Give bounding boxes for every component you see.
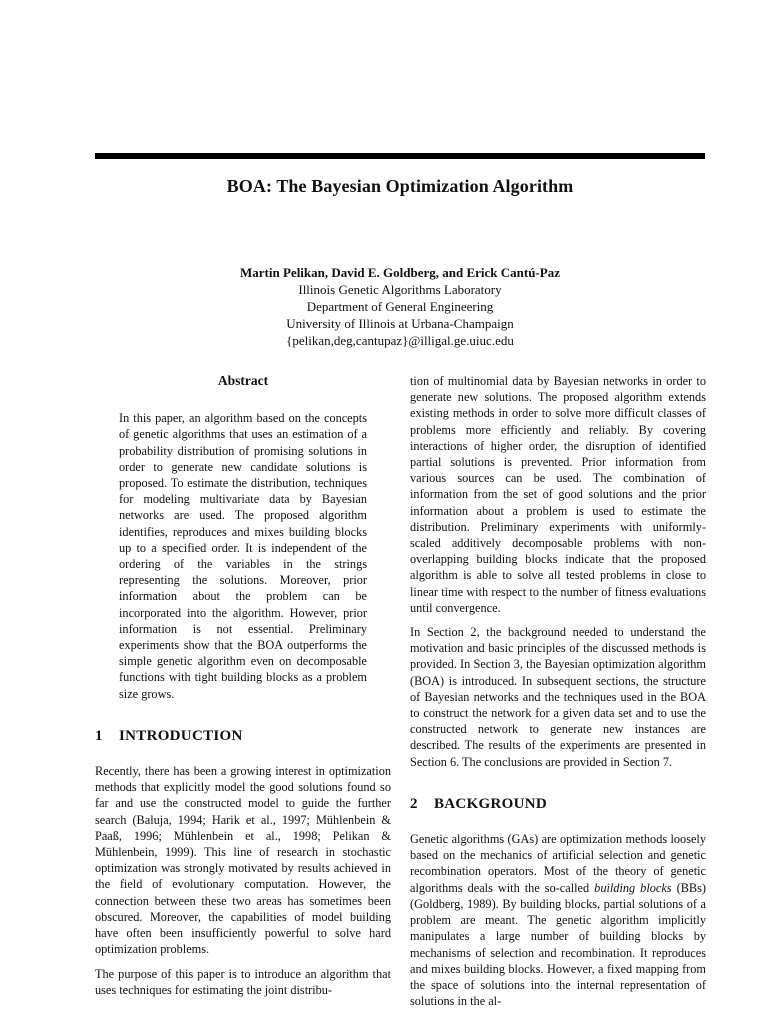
background-text-b: (BBs) (Goldberg, 1989). By building blocks, partial solutions of a problem are meant. The genetic algorithm implicitly manipulates a large number of building blocks by mechanisms of selection and recombination. It reproduces and mixes building blocks. However, a fixed mapping from the space of solutions into the internal representation of solutions in the al- xyxy=(410,880,706,1009)
section-1-number: 1 xyxy=(95,727,103,744)
affiliation-university: University of Illinois at Urbana-Champaign xyxy=(286,316,514,331)
affiliation-lab: Illinois Genetic Algorithms Laboratory xyxy=(298,282,502,297)
background-paragraph-1 xyxy=(410,831,706,1009)
author-block xyxy=(95,264,705,349)
abstract-heading: Abstract xyxy=(217,373,269,388)
paper-title: BOA: The Bayesian Optimization Algorithm xyxy=(226,176,574,196)
section-2-heading xyxy=(410,796,706,812)
section-1-title: INTRODUCTION xyxy=(119,727,243,744)
section-2-number: 2 xyxy=(410,795,418,812)
intro-paragraph-4: In Section 2, the background needed to understand the motivation and basic principles of the discussed methods is provided. In Section 3, the Bayesian optimization algorithm (BOA) is introduced. In subsequent sections, the structure of Bayesian networks and the techniques used in the BOA to construct the network for a given data set and to use the constructed network to generate new instances are described. The results of the experiments are presented in Section 6. The conclusions are provided in Section 7. xyxy=(410,625,706,769)
right-column xyxy=(410,373,706,1009)
background-term-building-blocks: building blocks xyxy=(594,880,672,895)
intro-paragraph-2: The purpose of this paper is to introduce an algorithm that uses techniques for estimating the joint distribu- xyxy=(95,966,391,997)
abstract-text: In this paper, an algorithm based on the concepts of genetic algorithms that uses an estimation of a probability distribution of promising solutions in order to generate new candidate solutions is proposed. To estimate the distribution, techniques for modeling multivariate data by Bayesian networks are used. The proposed algorithm identifies, reproduces and mixes building blocks up to a specified order. It is independent of the ordering of the variables in the strings representing the solutions. Moreover, prior information about the problem can be incorporated into the algorithm. However, prior information is not essential. Preliminary experiments show that the BOA outperforms the simple genetic algorithm even on decomposable functions with tight building blocks as a problem size grows. xyxy=(119,411,367,701)
intro-paragraph-1: Recently, there has been a growing interest in optimization methods that explicitly model the good solutions found so far and use the constructed model to guide the further search (Baluja, 1994; Harik et al., 1997; Mühlenbein & Paaß, 1996; Mühlenbein et al., 1998; Pelikan & Mühlenbein, 1999). This line of research in stochastic optimization was strongly motivated by results achieved in the field of evolutionary computation. However, the connection between these two areas has sometimes been obscured. Moreover, the capabilities of model building have often been insufficiently powerful to solve hard optimization problems. xyxy=(95,764,391,957)
affiliation-department: Department of General Engineering xyxy=(306,299,494,314)
left-column xyxy=(95,373,391,998)
section-1-heading xyxy=(95,728,391,744)
author-email: {pelikan,deg,cantupaz}@illigal.ge.uiuc.edu xyxy=(286,333,514,348)
background-text-a: Genetic algorithms (GAs) are optimization methods loosely based on the mechanics of artificial selection and genetic recombination operators. Most of the theory of genetic algorithms deals with the so-called xyxy=(410,832,706,895)
author-names: Martin Pelikan, David E. Goldberg, and Erick Cantú-Paz xyxy=(240,265,560,280)
title-rule xyxy=(95,153,705,159)
intro-paragraph-3: tion of multinomial data by Bayesian networks in order to generate new solutions. The proposed algorithm extends existing methods in order to solve more difficult classes of problems more efficiently and reliably. By covering interactions of higher order, the disruption of identified partial solutions is prevented. Prior information from various sources can be used. The combination of information from the set of good solutions and the prior information about a problem is used to estimate the distribution. Preliminary experiments with uniformly-scaled additively decomposable problems with non-overlapping building blocks indicate that the proposed algorithm is able to solve all tested problems in close to linear time with respect to the number of fitness evaluations until convergence. xyxy=(410,374,706,615)
section-2-title: BACKGROUND xyxy=(434,795,548,812)
